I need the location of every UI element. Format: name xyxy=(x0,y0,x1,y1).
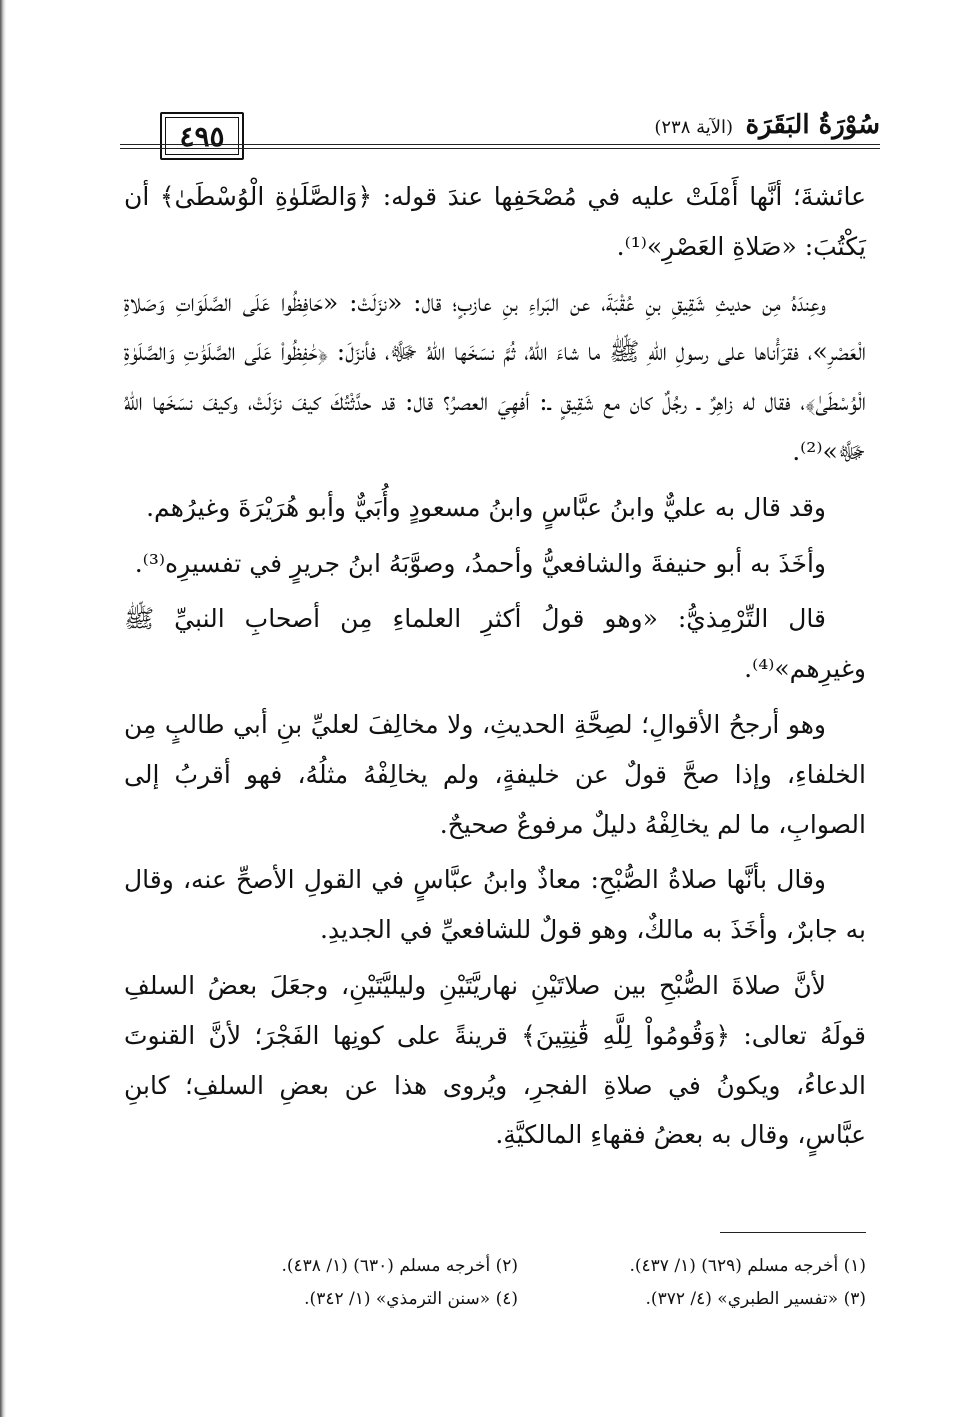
footnote-row xyxy=(170,1283,866,1316)
paragraph: عائشةَ؛ أنَّها أَمْلَتْ عليه في مُصْحَفِها عندَ قوله: ﴿وَالصَّلَوٰةِ الْوُسْطَىٰ﴾ أن يَكْتُبَ: «صَلاةِ العَصْرِ»⁽¹⁾. xyxy=(124,182,866,261)
page-header xyxy=(120,98,880,158)
footnote-2: (٢) أخرجه مسلم (٦٣٠) (١/ ٤٣٨). xyxy=(281,1256,518,1276)
main-text xyxy=(124,172,866,1166)
verse-reference: (الآية ٢٣٨) xyxy=(654,117,734,138)
paragraph: وعِندَهُ مِن حديثِ شَقِيقِ بنِ عُقْبَةَ، عن البَراءِ بنِ عازبٍ؛ قال: «نزَلَتْ: «حَافِظُوا عَلَى الصَّلَوَاتِ وَصَلاةِ الْعَصْرِ»، فقرَأْناها على رسولِ اللهِ ﷺ ما شاءَ اللهُ، ثُمَّ نسَخَها اللهُ ﷻ، فأنزَلَ: ﴿حَٰفِظُواْ عَلَى الصَّلَوَٰتِ وَالصَّلَوٰةِ الْوُسْطَىٰ﴾، فقال له زاهِرٌ ـ رجُلٌ كان مع شَقِيقٍ ـ: أفهِيَ العصرُ؟ قال: قد حدَّثْتُكَ كيفَ نزَلَتْ، وكيفَ نسَخَها اللهُ ﷻ»⁽²⁾. xyxy=(124,287,866,466)
surah-title: سُوْرَةُ البَقَرَة xyxy=(745,110,880,140)
footnote-row xyxy=(170,1250,866,1283)
footnote-1: (١) أخرجه مسلم (٦٢٩) (١/ ٤٣٧). xyxy=(629,1256,866,1276)
footnote-divider xyxy=(720,1232,866,1233)
page-binding-edge xyxy=(0,0,6,1417)
paragraph: قال التِّرْمِذيُّ: «وهو قولُ أكثرِ العلماءِ مِن أصحابِ النبيِّ ﷺ وغيرِهم»⁽⁴⁾. xyxy=(124,604,866,684)
header-rule-secondary xyxy=(120,148,880,149)
footnote-3: (٣) «تفسير الطبري» (٤/ ٣٧٢). xyxy=(645,1289,866,1309)
page-number: ٤٩٥ xyxy=(160,112,244,160)
footnote-4: (٤) «سنن الترمذي» (١/ ٣٤٢). xyxy=(304,1289,518,1309)
paragraph: وهو أرجحُ الأقوالِ؛ لصِحَّةِ الحديثِ، ولا مخالِفَ لعليِّ بنِ أبي طالبٍ مِن الخلفاءِ، وإذا صحَّ قولٌ عن خليفةٍ، ولم يخالِفْهُ مثلُهُ، فهو أقربُ إلى الصوابِ، ما لم يخالِفْهُ دليلٌ مرفوعٌ صحيحٌ. xyxy=(124,709,866,839)
paragraph: لأنَّ صلاةَ الصُّبْحِ بين صلاتَيْنِ نهاريَّتَيْنِ وليليَّتَيْنِ، وجعَلَ بعضُ السلفِ قولَهُ تعالى: ﴿وَقُومُواْ لِلَّهِ قَٰنِتِينَ﴾ قرينةً على كونِها الفَجْرَ؛ لأنَّ القنوتَ الدعاءُ، ويكونُ في صلاةِ الفجرِ، ويُروى هذا عن بعضِ السلفِ؛ كابنِ عبَّاسٍ، وقال به بعضُ فقهاءِ المالكيَّةِ. xyxy=(124,970,866,1150)
header-rule xyxy=(120,144,880,145)
paragraph: وقال بأنَّها صلاةُ الصُّبْحِ: معاذٌ وابنُ عبَّاسٍ في القولِ الأصحِّ عنه، وقال به جابرٌ، وأخَذَ به مالكٌ، وهو قولٌ للشافعيِّ في الجديدِ. xyxy=(124,865,866,945)
paragraph: وأخَذَ به أبو حنيفةَ والشافعيُّ وأحمدُ، وصوَّبَهُ ابنُ جريرٍ في تفسيرِه⁽³⁾. xyxy=(134,548,826,578)
footnotes xyxy=(170,1250,866,1316)
running-head xyxy=(654,110,880,140)
paragraph: وقد قال به عليٌّ وابنُ عبَّاسٍ وابنُ مسعودٍ وأُبَيٌّ وأبو هُرَيْرَةَ وغيرُهم. xyxy=(146,492,826,522)
